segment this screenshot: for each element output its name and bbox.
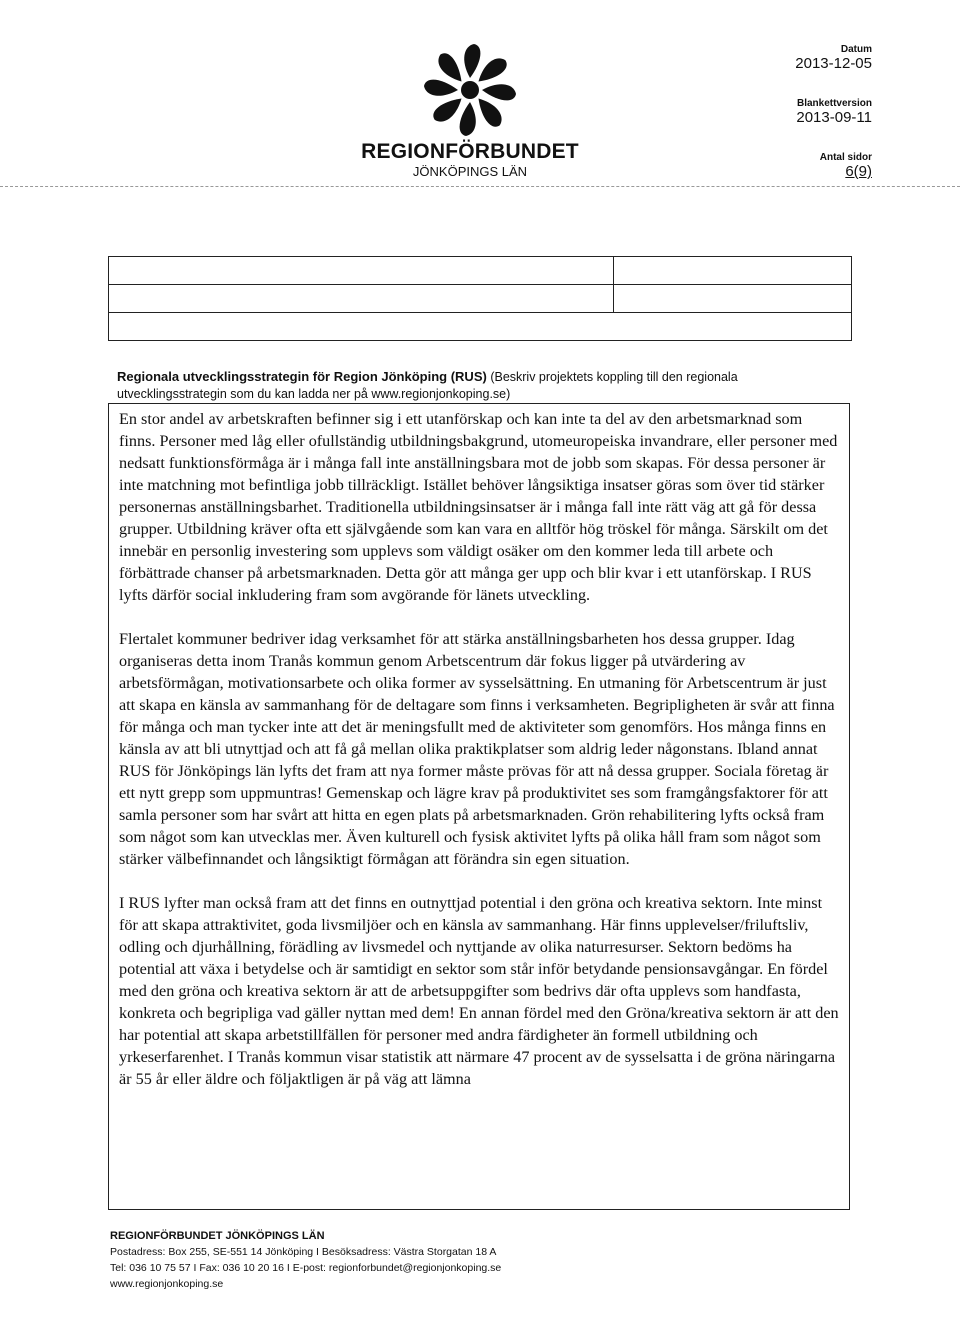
pages-label: Antal sidor [819, 152, 872, 163]
footer-website: www.regionjonkoping.se [110, 1278, 224, 1290]
pages-block [820, 152, 872, 180]
org-subtitle: JÖNKÖPINGS LÄN [412, 164, 528, 179]
org-name: REGIONFÖRBUNDET [361, 140, 579, 163]
body-paragraph-3: I RUS lyfter man också fram att det finns en outnyttjad potential i den gröna och kreativa sektorn. Inte minst för att skapa attraktivitet, goda livsmiljöer och en känsla av sammanhang. Här finns upplevelser/friluftsliv, odling och djurhållning, förädling av livsmedel och nyttjande av olika naturresurser. Sektorn bedöms ha potential att växa i betydelse och är samtidigt en sektor som står inför betydande pensionsavgångar. En fördel med den gröna och kreativa sektorn är att de arbetsuppgifter som bedrivs där ofta upplevs som handfasta, konkreta och begripliga vad gäller nyttan med dem! En annan fördel med den Gröna/kreativa sektorn är att den har potential att skapa arbetstillfällen för personer med andra färdigheter än formell utbildning och yrkeserfarenhet. I Tranås kommun visar statistik att närmare 47 procent av de sysselsatta i de gröna näringarna är 55 år eller äldre och följaktligen är på väg att lämna [119, 894, 839, 1088]
date-block [795, 44, 872, 72]
answer-textbox [108, 403, 850, 1210]
footer-title: REGIONFÖRBUNDET JÖNKÖPINGS LÄN [110, 1230, 325, 1242]
footer-address: Postadress: Box 255, SE-551 14 Jönköping I Besöksadress: Västra Storgatan 18 A [110, 1246, 497, 1258]
version-label: Blankettversion [796, 98, 872, 109]
date-label: Datum [840, 44, 872, 55]
grid-cell [109, 313, 852, 341]
grid-cell [109, 257, 614, 285]
body-paragraph-1: En stor andel av arbetskraften befinner sig i ett utanförskap och kan inte ta del av den arbetsmarknad som finns. Personer med låg eller ofullständig utbildningsbakgrund, utomeuropeiska invandrare, eller personer med nedsatt funktionsförmåga är i många fall inte anställningsbara mot de jobb som skapas. För dessa personer är inte matchning mot befintliga jobb tillräckligt. Istället behöver långsiktiga insatser göras som över tid stärker personernas anställningsbarhet. Traditionella utbildningsinsatser är i många fall inte rätt väg att gå för dessa grupper. Utbildning kräver ofta ett självgående som kan vara en alltför hög tröskel för många. Särskilt om det innebär en personlig investering som upplevs som väldigt osäker om den kommer leda till arbete och förbättrade chanser på arbetsmarknaden. Detta gör att många ger upp och blir kvar i ett utanförskap. I RUS lyfts därför social inkludering fram som avgörande för länets utveckling. [119, 410, 838, 604]
section-heading [117, 368, 847, 403]
date-value: 2013-12-05 [795, 55, 872, 72]
version-block [796, 98, 872, 126]
version-value: 2013-09-11 [796, 109, 872, 126]
logo-flower-icon [420, 40, 520, 140]
form-grid [108, 256, 852, 341]
footer-contact: Tel: 036 10 75 57 I Fax: 036 10 20 16 I E-post: regionforbundet@regionjonkoping.se [110, 1262, 502, 1274]
pages-value: 6(9) [845, 163, 872, 180]
section-instruction: (Beskriv projektets koppling till den regionala utvecklingsstrategin som du kan ladda ner på www.regionjonkoping.se) [117, 370, 738, 401]
page-footer [110, 1228, 501, 1292]
section-title: Regionala utvecklingsstrategin för Region Jönköping (RUS) [117, 369, 487, 384]
body-paragraph-2: Flertalet kommuner bedriver idag verksamhet för att stärka anställningsbarheten hos dessa grupper. Idag organiseras detta inom Tranås kommun genom Arbetscentrum där fokus ligger på utvärdering av arbetsförmågan, motivationsarbete och olika former av sysselsättning. En utmaning för Arbetscentrum är just att skapa en känsla av sammanhang för de deltagare som finns i verksamheten. Begripligheten är svår att finna för många och man tycker inte att det är meningsfullt med de aktiviteter som genomförs. Hos många finns en känsla av att bli utnyttjad och att få gå mellan olika praktikplatser som aldrig leder någonstans. Ibland annat RUS för Jönköpings län lyfts det fram att nya former måste prövas för att nå dessa grupper. Sociala företag är ett nytt grepp som uppmuntras! Gemenskap och lägre krav på produktivitet ses som framgångsfaktorer för att samla personer som har svårt att hitta en egen plats på arbetsmarknaden. Grön rehabilitering lyfts också fram som något som kan utvecklas mer. Även kulturell och fysisk aktivitet lyfts på olika håll fram som något som stärker välbefinnandet och långsiktigt förmågan att förändra sin egen situation. [119, 630, 835, 868]
grid-cell [614, 285, 852, 313]
grid-cell [614, 257, 852, 285]
organization-logo [420, 40, 520, 140]
header-divider [0, 186, 960, 187]
grid-cell [109, 285, 614, 313]
